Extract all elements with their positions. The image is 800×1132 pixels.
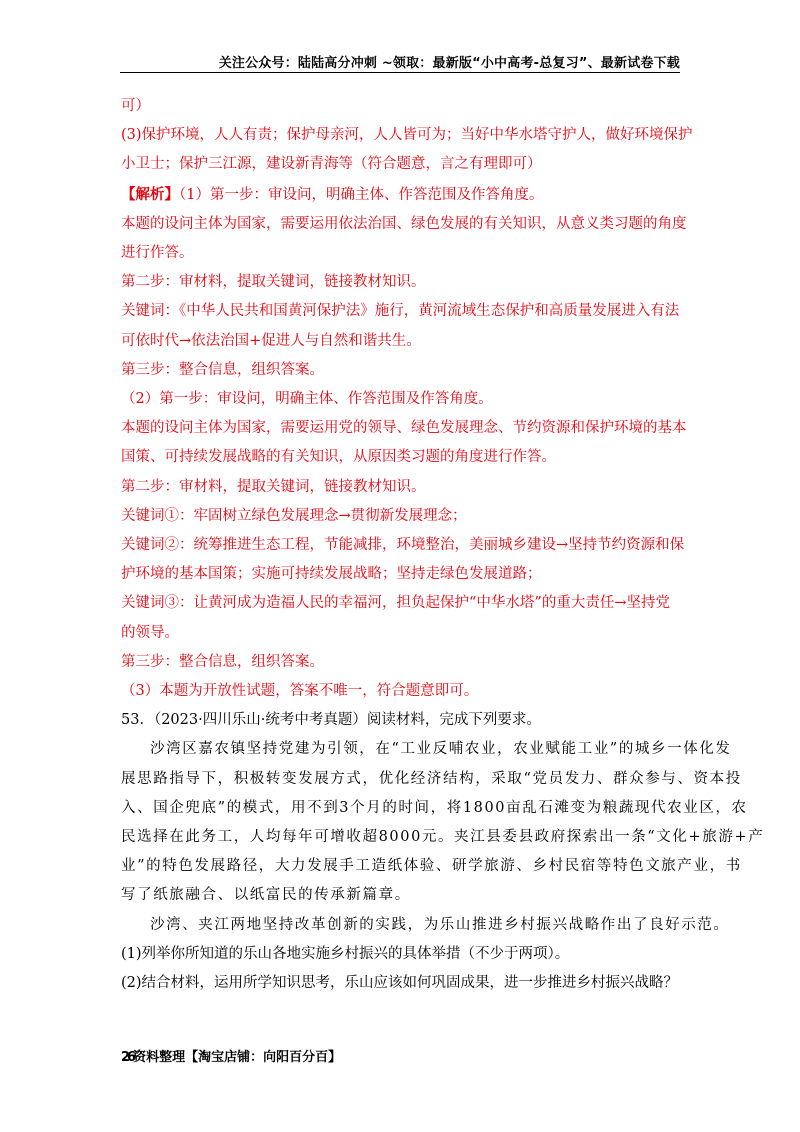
analysis-step: 第三步：整合信息，组织答案。: [121, 361, 324, 378]
analysis-keyword: 关键词①：牢固树立绿色发展理念→贯彻新发展理念；: [121, 507, 467, 524]
analysis-tag: 【解析】: [121, 185, 179, 203]
sub-question: (2)结合材料，运用所学知识思考，乐山应该如何巩固成果，进一步推进乡村振兴战略？: [121, 975, 679, 992]
answer-3-line: (3)保护环境，人人有责；保护母亲河，人人皆可为；当好中华水塔守护人，做好环境保护: [121, 127, 693, 144]
page-header: [120, 52, 680, 71]
page-number: 26: [121, 1050, 134, 1065]
analysis-text: 国策、可持续发展战略的有关知识，从原因类习题的角度进行作答。: [121, 449, 556, 466]
analysis-step: 第三步：整合信息，组织答案。: [121, 653, 324, 670]
analysis-keyword: 护环境的基本国策；实施可持续发展战略；坚持走绿色发展道路；: [121, 566, 542, 583]
analysis-step: （3）本题为开放性试题，答案不唯一，符合题意即可。: [121, 683, 479, 700]
analysis-keyword: 的领导。: [121, 624, 179, 641]
analysis-step: 第二步：审材料，提取关键词，链接教材知识。: [121, 274, 426, 291]
material-text: 沙湾、夹江两地坚持改革创新的实践，为乐山推进乡村振兴战略作出了良好示范。: [150, 916, 730, 933]
analysis-keyword: 关键词：《中华人民共和国黄河保护法》施行，黄河流域生态保护和高质量发展进入有法: [121, 303, 680, 320]
analysis-text: 本题的设问主体为国家，需要运用党的领导、绿色发展理念、节约资源和保护环境的基本: [121, 420, 687, 437]
material-text: 写了纸旅融合、以纸富民的传承新篇章。: [121, 887, 411, 904]
header-text: 关注公众号：陆陆高分冲刺 ~领取：最新版“小中高考-总复习”、最新试卷下载: [218, 56, 680, 71]
material-text: 民选择在此务工，人均每年可增收超8000元。夹江县委县政府探索出一条“文化+旅游+产: [121, 829, 765, 846]
analysis-step: 第二步：审材料，提取关键词，链接教材知识。: [121, 478, 426, 495]
footer-text: 资料整理【淘宝店铺：向阳百分百】: [133, 1050, 342, 1065]
analysis-heading: [121, 180, 681, 210]
analysis-text: 本题的设问主体为国家，需要运用依法治国、绿色发展的有关知识，从意义类习题的角度: [121, 215, 687, 232]
page-footer: [121, 1046, 341, 1065]
answer-3-line: 小卫士；保护三江源，建设新青海等（符合题意，言之有理即可）: [121, 156, 542, 173]
analysis-step: （1）第一步：审设问，明确主体、作答范围及作答角度。: [179, 186, 544, 203]
analysis-text: 进行作答。: [121, 245, 194, 262]
analysis-step: （2）第一步：审设问，明确主体、作答范围及作答角度。: [121, 391, 493, 408]
sub-question: (1)列举你所知道的乐山各地实施乡村振兴的具体举措（不少于两项）。: [121, 945, 570, 962]
answer-line: 可）: [121, 98, 150, 114]
question-number-line: 53．（2023·四川乐山·统考中考真题）阅读材料，完成下列要求。: [121, 712, 541, 729]
page-content: [121, 92, 765, 998]
material-text: 业”的特色发展路径，大力发展手工造纸体验、研学旅游、乡村民宿等特色文旅产业，书: [121, 858, 742, 875]
header-divider: [120, 72, 680, 73]
analysis-keyword: 可依时代→依法治国+促进人与自然和谐共生。: [121, 332, 421, 349]
analysis-keyword: 关键词②：统筹推进生态工程，节能减排，环境整治，美丽城乡建设→坚持节约资源和保: [121, 537, 685, 554]
material-text: 展思路指导下，积极转变发展方式，优化经济结构，采取“党员发力、群众参与、资本投: [121, 770, 742, 787]
analysis-keyword: 关键词③：让黄河成为造福人民的幸福河，担负起保护“中华水塔”的重大责任→坚持党: [121, 595, 670, 612]
material-text: 入、国企兜底”的模式，用不到3个月的时间，将1800亩乱石滩变为粮蔬现代农业区，农: [121, 799, 748, 816]
material-text: 沙湾区嘉农镇坚持党建为引领，在“工业反哺农业，农业赋能工业”的城乡一体化发: [150, 741, 732, 758]
